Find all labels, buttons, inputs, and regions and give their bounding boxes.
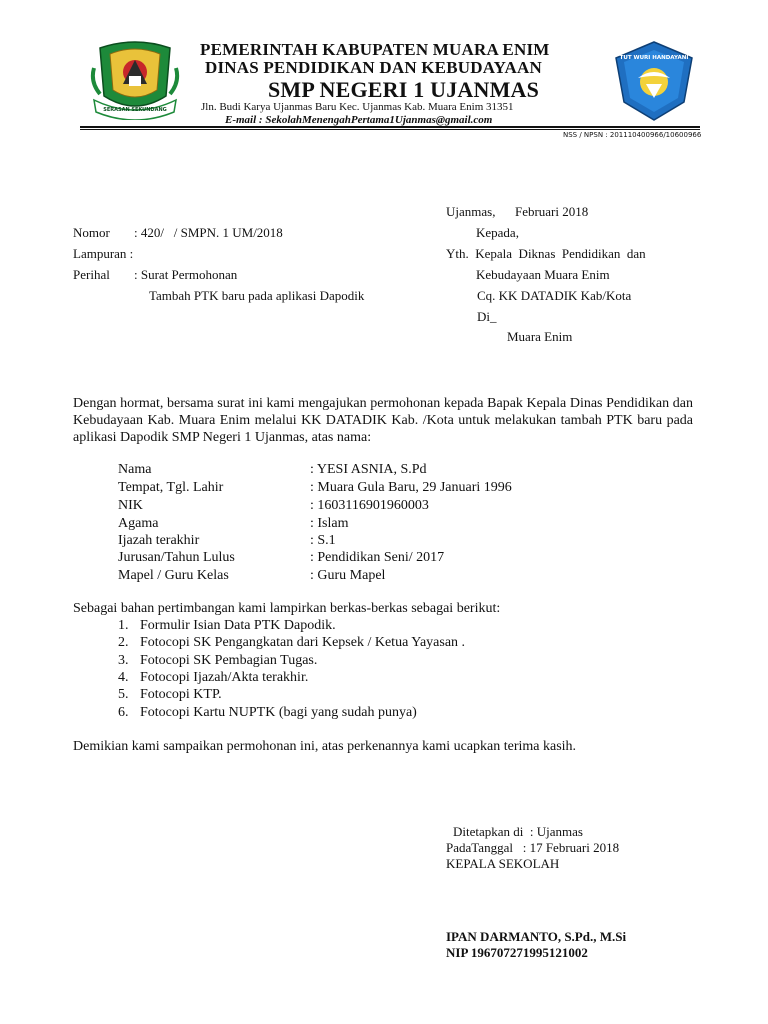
regency-emblem-logo <box>88 38 182 120</box>
field-value: : YESI ASNIA, S.Pd <box>310 462 427 477</box>
header-rule-thin <box>80 129 700 130</box>
tut-wuri-handayani-text: TUT WURI HANDAYANI <box>619 55 689 61</box>
signature-place: Ditetapkan di : Ujanmas <box>453 824 583 839</box>
recipient-yth: Yth. Kepala Diknas Pendidikan dan <box>446 246 646 261</box>
field-row <box>118 461 618 478</box>
field-label: Jurusan/Tahun Lulus <box>118 550 235 565</box>
list-number: 2. <box>118 635 129 650</box>
perihal-label: Perihal <box>73 267 110 282</box>
recipient-line4: Di_ <box>477 309 497 324</box>
field-value: : Islam <box>310 516 349 531</box>
closing-paragraph: Demikian kami sampaikan permohonan ini, atas perkenannya kami ucapkan terima kasih. <box>73 739 577 754</box>
field-label: Ijazah terakhir <box>118 533 200 548</box>
school-name: SMP NEGERI 1 UJANMAS <box>268 77 540 102</box>
field-label: Nama <box>118 462 152 477</box>
list-text: Fotocopi Kartu NUPTK (bagi yang sudah punya) <box>140 705 417 720</box>
list-text: Fotocopi Ijazah/Akta terakhir. <box>140 670 309 685</box>
list-number: 3. <box>118 653 129 668</box>
recipient-line3: Cq. KK DATADIK Kab/Kota <box>477 288 632 303</box>
field-row <box>118 549 618 566</box>
signatory-name: IPAN DARMANTO, S.Pd., M.Si <box>446 929 627 944</box>
perihal-value-2: Tambah PTK baru pada aplikasi Dapodik <box>149 288 365 303</box>
list-text: Formulir Isian Data PTK Dapodik. <box>140 618 336 633</box>
nomor-label: Nomor <box>73 225 110 240</box>
field-row <box>118 497 618 514</box>
field-row <box>118 567 618 584</box>
list-text: Fotocopi KTP. <box>140 687 222 702</box>
list-number: 4. <box>118 670 129 685</box>
header-rule-thick <box>80 126 700 128</box>
school-email: E-mail : SekolahMenengahPertama1Ujanmas@gmail.com <box>225 114 493 126</box>
signatory-nip: NIP 196707271995121002 <box>446 945 588 960</box>
tut-wuri-handayani-icon <box>616 42 692 120</box>
nss-npsn: NSS / NPSN : 201110400966/10600966 <box>563 131 702 139</box>
field-row <box>118 479 618 496</box>
nomor-value: : 420/ / SMPN. 1 UM/2018 <box>134 225 283 240</box>
tut-wuri-handayani-logo <box>608 40 700 122</box>
intro-paragraph: Dengan hormat, bersama surat ini kami mengajukan permohonan kepada Bapak Kepala Dinas Pendidikan dan Kebudayaan Kab. Muara Enim melalui KK DATADIK Kab. /Kota untuk melakukan tambah PTK baru pada aplikasi Dapodik SMP Negeri 1 Ujanmas, atas nama: <box>73 396 693 445</box>
field-label: Agama <box>118 516 159 531</box>
list-number: 1. <box>118 618 129 633</box>
recipient-line2: Kebudayaan Muara Enim <box>476 267 610 282</box>
lampiran-label: Lampuran : <box>73 246 134 261</box>
place-date: Ujanmas, Februari 2018 <box>446 204 589 219</box>
signature-date: PadaTanggal : 17 Februari 2018 <box>446 840 620 855</box>
field-value: : Muara Gula Baru, 29 Januari 1996 <box>310 480 512 495</box>
regency-emblem-ribbon: SERASAN SEKUNDANG <box>103 107 167 113</box>
field-value: : Guru Mapel <box>310 568 386 583</box>
letterhead-line1: PEMERINTAH KABUPATEN MUARA ENIM <box>200 40 550 59</box>
list-text: Fotocopi SK Pembagian Tugas. <box>140 653 318 668</box>
school-address: Jln. Budi Karya Ujanmas Baru Kec. Ujanmas Kab. Muara Enim 31351 <box>201 101 514 113</box>
field-value: : Pendidikan Seni/ 2017 <box>310 550 445 565</box>
field-row <box>118 515 618 532</box>
field-value: : 1603116901960003 <box>310 498 429 513</box>
field-row <box>118 532 618 549</box>
perihal-value: : Surat Permohonan <box>134 267 238 282</box>
field-label: Tempat, Tgl. Lahir <box>118 480 224 495</box>
list-number: 6. <box>118 705 129 720</box>
recipient-line5: Muara Enim <box>507 329 573 344</box>
attachments-intro: Sebagai bahan pertimbangan kami lampirkan berkas-berkas sebagai berikut: <box>73 601 501 616</box>
field-label: Mapel / Guru Kelas <box>118 568 229 583</box>
list-number: 5. <box>118 687 129 702</box>
signature-title: KEPALA SEKOLAH <box>446 856 560 871</box>
field-value: : S.1 <box>310 533 336 548</box>
letterhead-line2: DINAS PENDIDIKAN DAN KEBUDAYAAN <box>205 58 542 77</box>
list-text: Fotocopi SK Pengangkatan dari Kepsek / Ketua Yayasan . <box>140 635 466 650</box>
kepada: Kepada, <box>476 225 519 240</box>
field-label: NIK <box>118 498 143 513</box>
